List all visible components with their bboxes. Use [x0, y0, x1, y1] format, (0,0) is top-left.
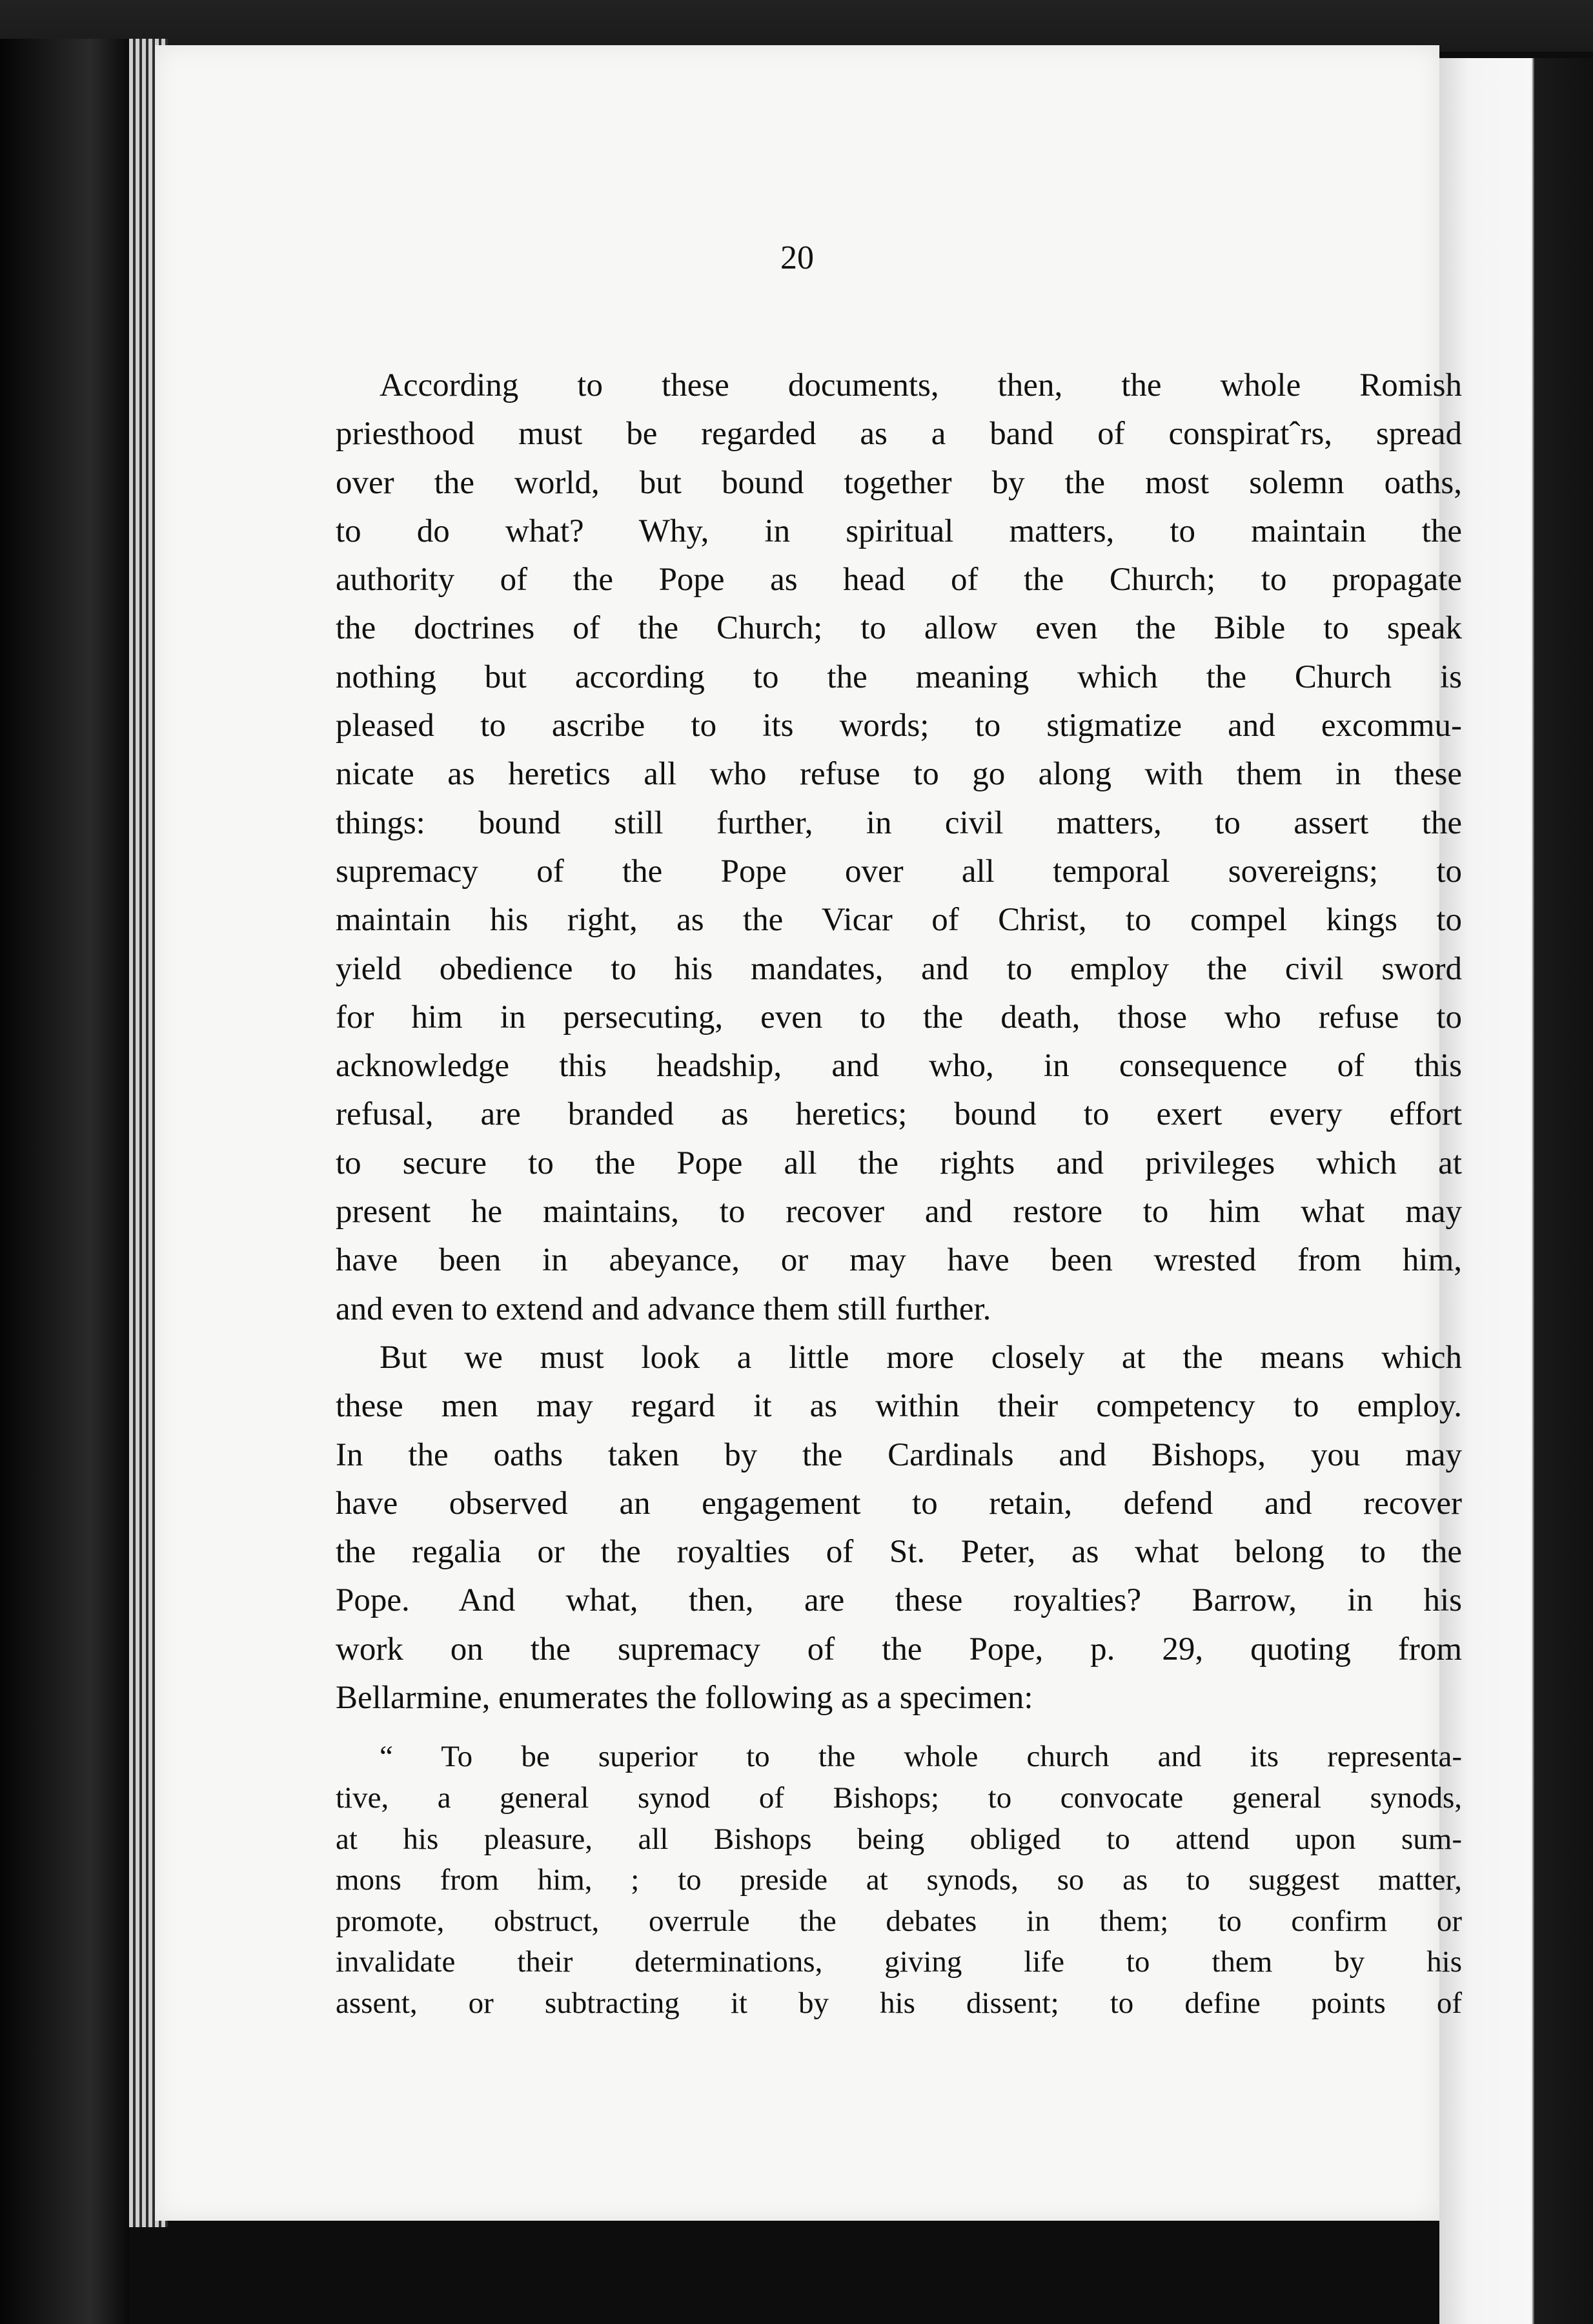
- text-line: these men may regard it as within their competency to employ.: [336, 1388, 1462, 1425]
- text-line: yield obedience to his mandates, and to employ the civil sword: [336, 950, 1462, 987]
- text-line: But we must look a little more closely at the means which: [380, 1339, 1462, 1376]
- text-line: present he maintains, to recover and restore to him what may: [336, 1194, 1462, 1230]
- paragraph-1: [336, 362, 1462, 1334]
- text-line: the regalia or the royalties of St. Peter, as what belong to the: [336, 1534, 1462, 1571]
- quote-line: “ To be superior to the whole church and its representa-: [380, 1740, 1462, 1774]
- text-line: have been in abeyance, or may have been wrested from him,: [336, 1242, 1462, 1279]
- text-line: and even to extend and advance them still further.: [336, 1290, 991, 1327]
- text-line: Pope. And what, then, are these royalties? Barrow, in his: [336, 1582, 1462, 1619]
- book-page: [155, 45, 1462, 2221]
- text-line: nothing but according to the meaning which the Church is: [336, 658, 1462, 695]
- block-quote: [336, 1737, 1462, 2024]
- text-line: pleased to ascribe to its words; to stigmatize and excommu-: [336, 708, 1462, 744]
- text-line: According to these documents, then, the whole Romish: [380, 367, 1462, 403]
- text-line: Bellarmine, enumerates the following as a specimen:: [336, 1680, 1033, 1717]
- scan-background-top: [0, 0, 1593, 52]
- text-line: things: bound still further, in civil matters, to assert the: [336, 804, 1462, 841]
- text-line: over the world, but bound together by the most solemn oaths,: [336, 464, 1462, 501]
- quote-line: assent, or subtracting it by his dissent; to define points of: [336, 1986, 1462, 2020]
- quote-line: mons from him, ; to preside at synods, so as to suggest matter,: [336, 1863, 1462, 1897]
- text-line: authority of the Pope as head of the Church; to propagate: [336, 562, 1462, 598]
- paragraph-2: [336, 1334, 1462, 1722]
- text-line: refusal, are branded as heretics; bound to exert every effort: [336, 1096, 1462, 1133]
- text-line: to do what? Why, in spiritual matters, to maintain the: [336, 513, 1462, 549]
- text-line: acknowledge this headship, and who, in consequence of this: [336, 1048, 1462, 1085]
- text-line: supremacy of the Pope over all temporal sovereigns; to: [336, 853, 1462, 890]
- text-line: maintain his right, as the Vicar of Christ, to compel kings to: [336, 902, 1462, 939]
- book-spine-shadow: [0, 39, 129, 2324]
- text-line: have observed an engagement to retain, defend and recover: [336, 1485, 1462, 1522]
- quote-line: promote, obstruct, overrule the debates in them; to confirm or: [336, 1904, 1462, 1938]
- text-line: for him in persecuting, even to the death, those who refuse to: [336, 999, 1462, 1035]
- text-line: priesthood must be regarded as a band of conspiratˆrs, spread: [336, 416, 1462, 453]
- facing-page-edge: [1439, 58, 1593, 2324]
- quote-line: tive, a general synod of Bishops; to convocate general synods,: [336, 1780, 1462, 1815]
- text-line: the doctrines of the Church; to allow even the Bible to speak: [336, 610, 1462, 647]
- text-line: to secure to the Pope all the rights and privileges which at: [336, 1145, 1462, 1181]
- body-text: [336, 362, 1462, 2024]
- text-line: nicate as heretics all who refuse to go along with them in these: [336, 756, 1462, 793]
- quote-line: at his pleasure, all Bishops being obliged to attend upon sum-: [336, 1822, 1462, 1856]
- quote-line: invalidate their determinations, giving life to them by his: [336, 1945, 1462, 1979]
- page-number: 20: [780, 240, 814, 276]
- text-line: work on the supremacy of the Pope, p. 29, quoting from: [336, 1631, 1462, 1667]
- text-line: In the oaths taken by the Cardinals and Bishops, you may: [336, 1436, 1462, 1473]
